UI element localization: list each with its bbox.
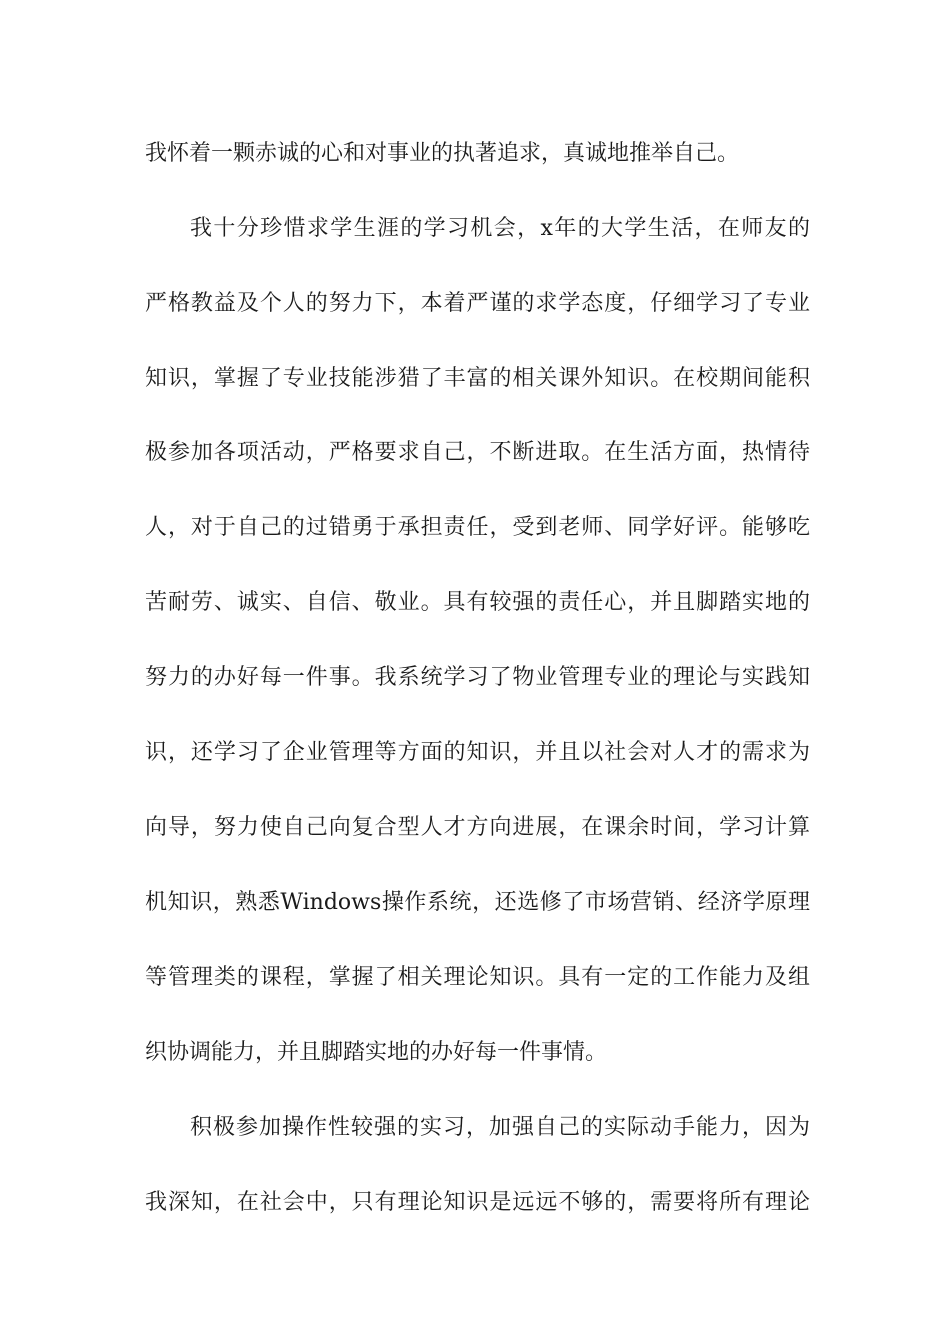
paragraph-2-line-10: 机知识，熟悉Windows操作系统，还选修了市场营销、经济学原理 <box>145 890 810 915</box>
paragraph-2-line-4: 极参加各项活动，严格要求自己，不断进取。在生活方面，热情待 <box>145 440 810 465</box>
paragraph-2-line-8: 识，还学习了企业管理等方面的知识，并且以社会对人才的需求为 <box>145 740 810 765</box>
paragraph-1-line-1: 我怀着一颗赤诚的心和对事业的执著追求，真诚地推举自己。 <box>145 141 740 166</box>
paragraph-2-line-9: 向导，努力使自己向复合型人才方向进展，在课余时间，学习计算 <box>145 815 810 840</box>
paragraph-3-line-2: 我深知，在社会中，只有理论知识是远远不够的，需要将所有理论 <box>145 1190 810 1215</box>
paragraph-2-line-3: 知识，掌握了专业技能涉猎了丰富的相关课外知识。在校期间能积 <box>145 366 810 391</box>
paragraph-2-line-7: 努力的办好每一件事。我系统学习了物业管理专业的理论与实践知 <box>145 665 810 690</box>
paragraph-2-line-6: 苦耐劳、诚实、自信、敬业。具有较强的责任心，并且脚踏实地的 <box>145 590 810 615</box>
paragraph-2-line-2: 严格教益及个人的努力下，本着严谨的求学态度，仔细学习了专业 <box>145 291 810 316</box>
paragraph-2-line-1: 我十分珍惜求学生涯的学习机会，x年的大学生活，在师友的 <box>190 216 810 241</box>
paragraph-2-line-11: 等管理类的课程，掌握了相关理论知识。具有一定的工作能力及组 <box>145 965 810 990</box>
paragraph-2-line-5: 人，对于自己的过错勇于承担责任，受到老师、同学好评。能够吃 <box>145 515 810 540</box>
paragraph-3-line-1: 积极参加操作性较强的实习，加强自己的实际动手能力，因为 <box>190 1115 810 1140</box>
paragraph-2-line-12: 织协调能力，并且脚踏实地的办好每一件事情。 <box>145 1040 608 1065</box>
